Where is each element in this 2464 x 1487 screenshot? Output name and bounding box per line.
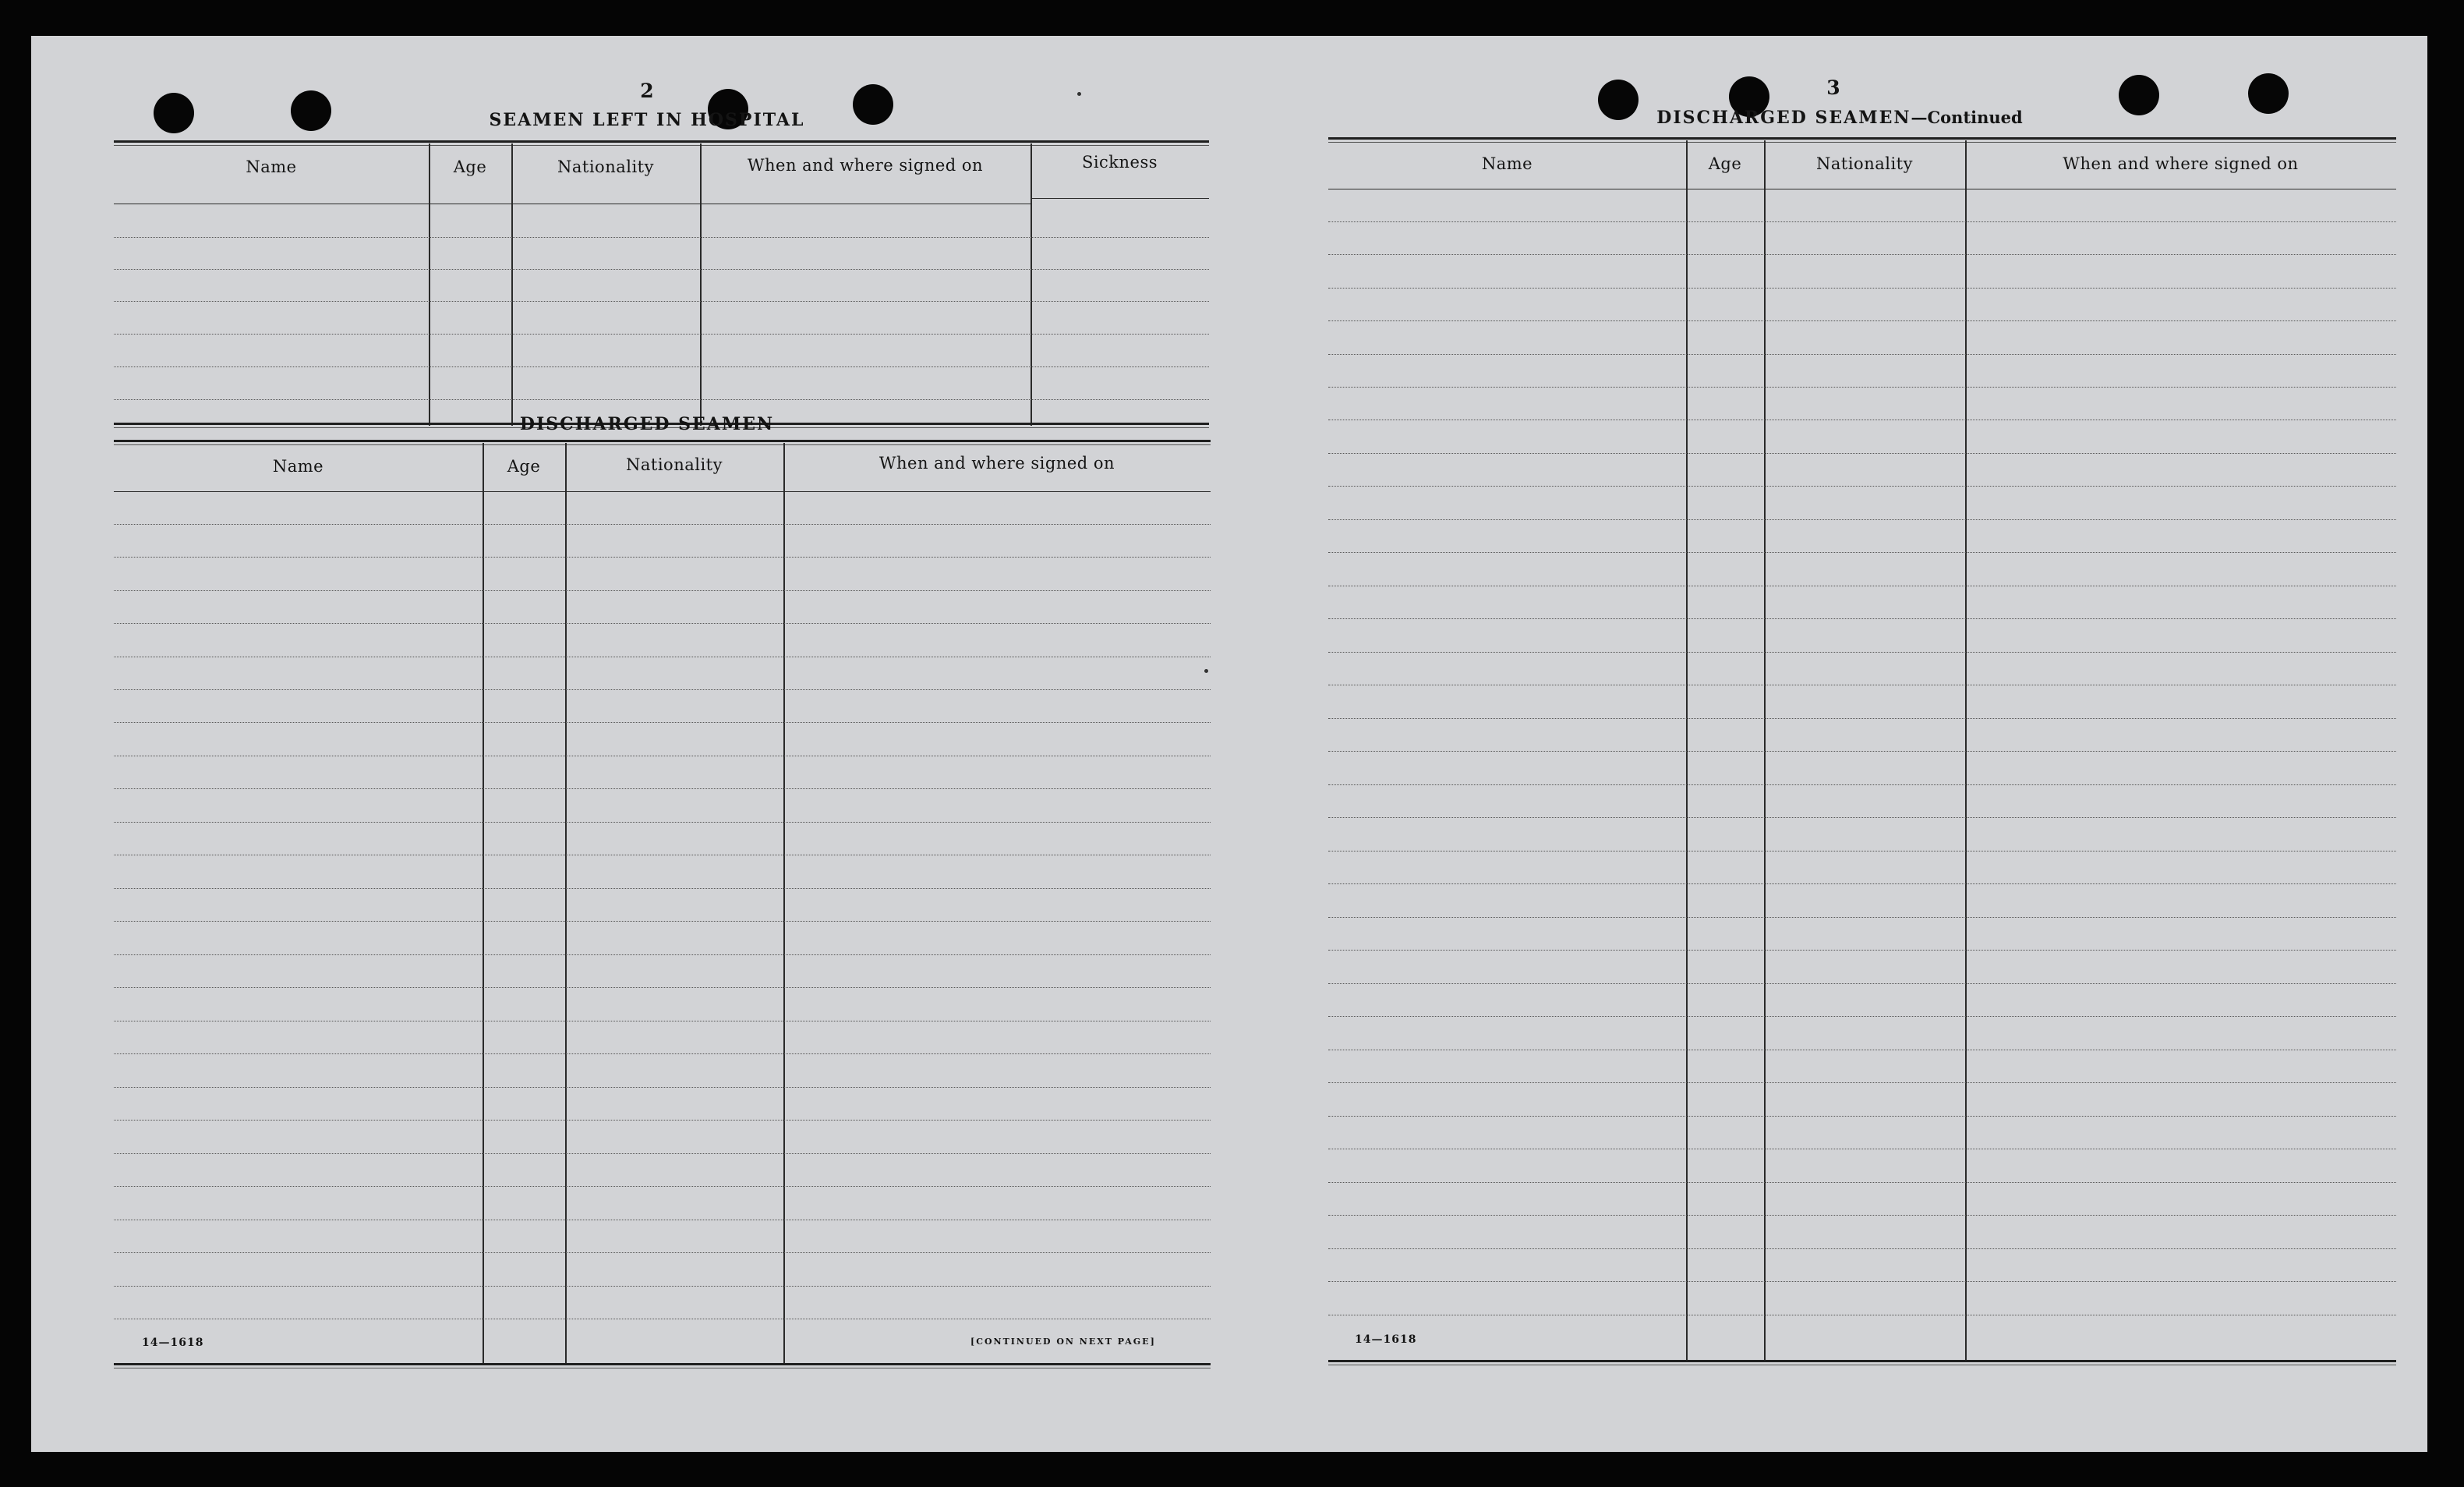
punch-hole xyxy=(2248,73,2289,114)
discharged-table-right xyxy=(1328,137,2396,1366)
col-header-signed-on: When and where signed on xyxy=(2063,154,2299,173)
hospital-table-title: SEAMEN LEFT IN HOSPITAL xyxy=(489,110,805,130)
col-header-nationality: Nationality xyxy=(1816,154,1913,173)
col-header-name: Name xyxy=(1481,154,1533,173)
page-number-left: 2 xyxy=(640,80,654,102)
ledger-sheet xyxy=(31,36,2427,1452)
col-header-nationality: Nationality xyxy=(626,455,723,474)
title-main: DISCHARGED SEAMEN xyxy=(1656,108,1911,128)
punch-hole xyxy=(154,93,194,133)
form-number-left: 14—1618 xyxy=(142,1337,204,1349)
punch-hole xyxy=(291,90,331,131)
punch-hole xyxy=(2119,75,2159,115)
paper-speck xyxy=(1077,92,1081,96)
discharged-table-title-right xyxy=(1637,108,2042,128)
col-header-sickness: Sickness xyxy=(1081,153,1158,172)
col-header-name: Name xyxy=(272,457,324,476)
punch-hole xyxy=(1598,80,1639,120)
discharged-table-left xyxy=(114,440,1211,1369)
col-header-signed-on: When and where signed on xyxy=(747,156,984,175)
hospital-table xyxy=(114,140,1209,429)
col-header-age: Age xyxy=(1708,154,1742,173)
col-header-age: Age xyxy=(507,457,541,476)
col-header-nationality: Nationality xyxy=(557,158,654,176)
col-header-age: Age xyxy=(453,158,487,176)
discharged-table-title-left: DISCHARGED SEAMEN xyxy=(519,414,775,434)
page-number-right: 3 xyxy=(1826,76,1840,99)
col-header-signed-on: When and where signed on xyxy=(878,454,1115,473)
continued-note: [CONTINUED ON NEXT PAGE] xyxy=(970,1337,1156,1347)
form-number-right: 14—1618 xyxy=(1355,1333,1417,1346)
col-header-name: Name xyxy=(246,158,297,176)
title-continued: —Continued xyxy=(1911,108,2023,127)
